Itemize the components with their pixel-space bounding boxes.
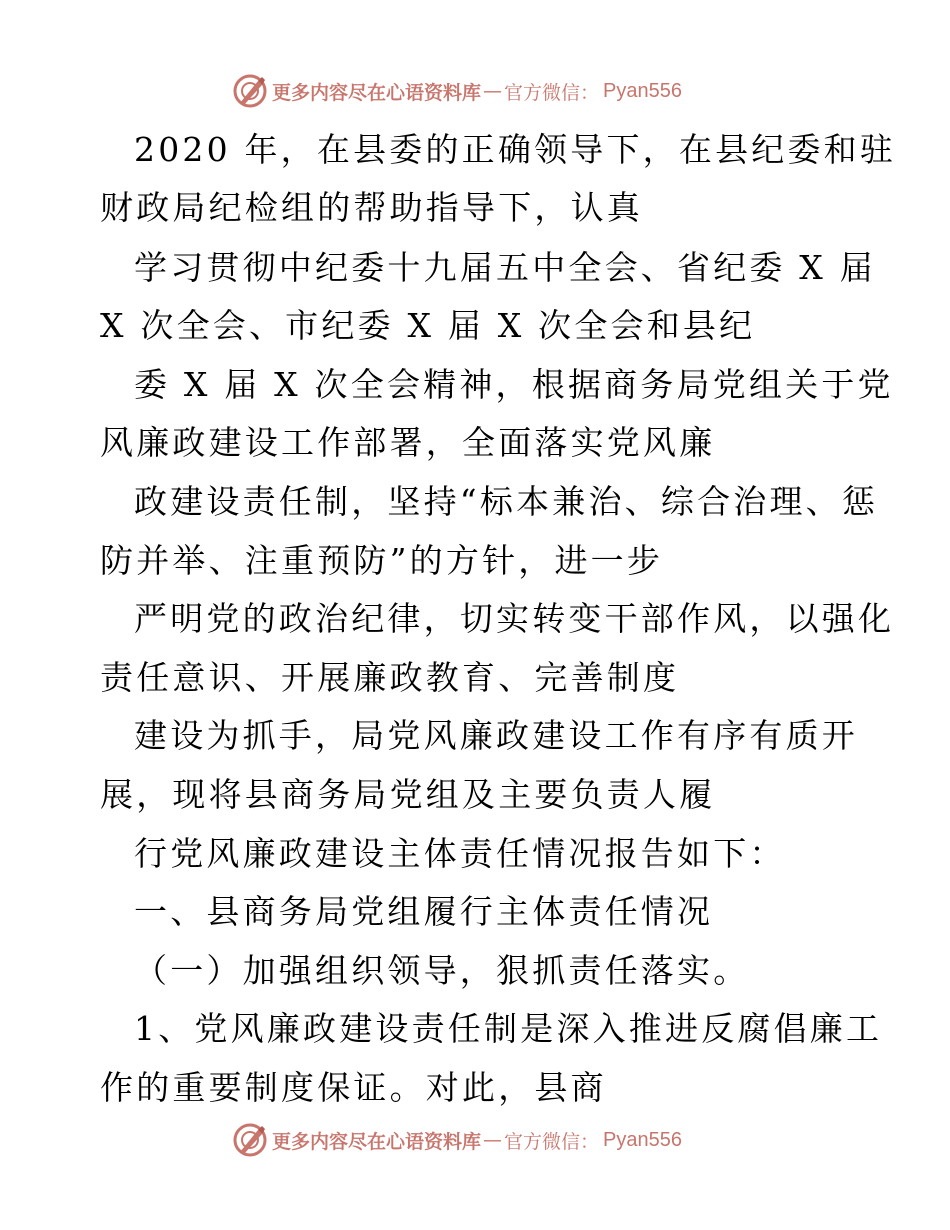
watermark-wechat-label: 官方微信：: [504, 81, 600, 104]
text-line: 2020 年，在县委的正确领导下，在县纪委和驻: [134, 130, 897, 169]
pen-logo-icon: [232, 73, 268, 109]
watermark-title: 更多内容尽在心语资料库: [272, 1130, 482, 1153]
text-line: 政建设责任制，坚持“标本兼治、综合治理、惩: [134, 482, 879, 521]
text-line: X 次全会、市纪委 X 届 X 次全会和县纪: [100, 306, 756, 345]
watermark-wechat-id: Pyan556: [603, 1128, 682, 1151]
footer-watermark: [232, 1120, 752, 1160]
text-line: 展，现将县商务局党组及主要负责人履: [100, 775, 716, 814]
text-line: 严明党的政治纪律，切实转变干部作风，以强化: [134, 599, 895, 638]
subsection-heading: （一）加强组织领导，狠抓责任落实。: [134, 951, 750, 990]
pen-logo-icon: [232, 1122, 268, 1158]
watermark-separator: —: [483, 1129, 503, 1151]
watermark-title: 更多内容尽在心语资料库: [272, 81, 482, 104]
text-line: 1、党风廉政建设责任制是深入推进反腐倡廉工: [134, 1009, 883, 1048]
section-heading: 一、县商务局党组履行主体责任情况: [134, 892, 714, 931]
text-line: 防并举、注重预防”的方针，进一步: [100, 541, 664, 580]
text-line: 财政局纪检组的帮助指导下，认真: [100, 188, 643, 227]
text-line: 建设为抓手，局党风廉政建设工作有序有质开: [134, 716, 858, 755]
text-line: 风廉政建设工作部署，全面落实党风廉: [100, 423, 716, 462]
text-line: 学习贯彻中纪委十九届五中全会、省纪委 X 届: [134, 248, 876, 287]
text-line: 作的重要制度保证。对此，县商: [100, 1068, 607, 1107]
text-line: 行党风廉政建设主体责任情况报告如下：: [134, 834, 786, 873]
watermark-separator: —: [483, 80, 503, 102]
text-line: 责任意识、开展廉政教育、完善制度: [100, 658, 680, 697]
watermark-wechat-id: Pyan556: [603, 79, 682, 102]
text-line: 委 X 届 X 次全会精神，根据商务局党组关于党: [134, 365, 894, 404]
watermark-wechat-label: 官方微信：: [504, 1130, 600, 1153]
header-watermark: [232, 71, 752, 111]
